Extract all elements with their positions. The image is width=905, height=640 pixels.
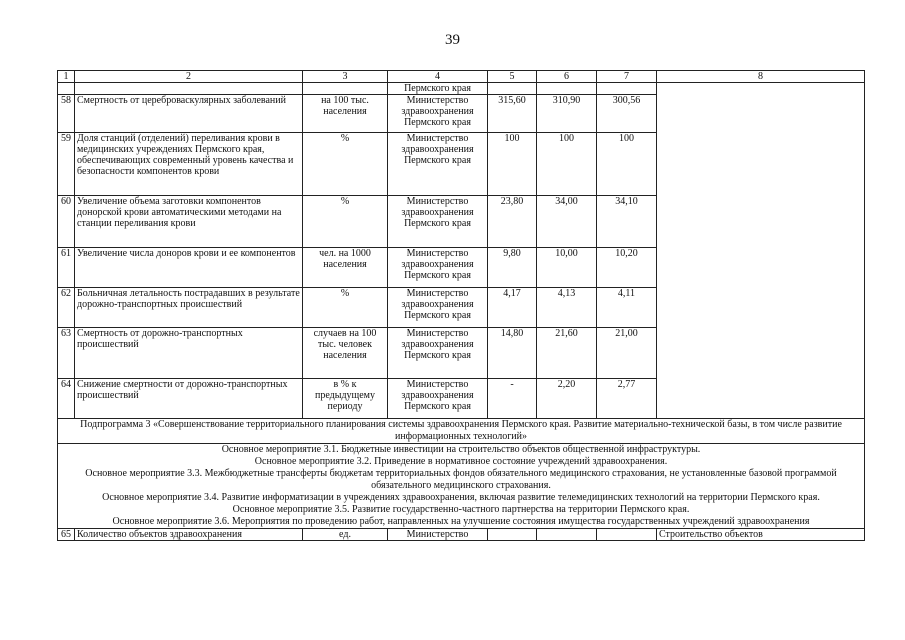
event-item: Основное мероприятие 3.2. Приведение в нормативное состояние учреждений здравоохранения. [254, 456, 668, 467]
value-cell: 14,80 [488, 328, 537, 379]
column-header: 1 [58, 71, 75, 83]
unit-cell: случаев на 100 тыс. человек населения [303, 328, 388, 379]
column-header: 6 [537, 71, 597, 83]
responsible-cell: Министерство здравоохранения Пермского края [388, 196, 488, 248]
subprogram-row [58, 419, 865, 444]
unit-cell: на 100 тыс. населения [303, 95, 388, 133]
value-cell: 4,11 [597, 288, 657, 328]
event-item: Основное мероприятие 3.1. Бюджетные инвестиции на строительство объектов общественной инфраструктуры. [221, 444, 701, 455]
responsible-cell: Министерство здравоохранения Пермского края [388, 248, 488, 288]
column-header: 7 [597, 71, 657, 83]
responsible-cell: Министерство [388, 529, 488, 541]
value-cell: 21,00 [597, 328, 657, 379]
responsible-cell: Министерство здравоохранения Пермского края [388, 95, 488, 133]
indicator-name: Смертность от цереброваскулярных заболеваний [75, 95, 303, 133]
event-item: Основное мероприятие 3.4. Развитие информатизации в учреждениях здравоохранения, включая развитие телемедицинских технологий на территории Пермского края. [102, 492, 820, 503]
unit-cell: чел. на 1000 населения [303, 248, 388, 288]
events-row [58, 444, 865, 529]
value-cell: 2,20 [537, 379, 597, 419]
column-header: 8 [657, 71, 865, 83]
value-cell: 2,77 [597, 379, 657, 419]
row-number: 65 [58, 529, 75, 541]
column-header: 2 [75, 71, 303, 83]
table-row [58, 529, 865, 541]
note-cell: Строительство объектов [657, 529, 865, 541]
row-number: 63 [58, 328, 75, 379]
unit-cell: % [303, 133, 388, 196]
value-cell: 34,00 [537, 196, 597, 248]
value-cell: 4,17 [488, 288, 537, 328]
indicator-name: Больничная летальность пострадавших в результате дорожно-транспортных происшествий [75, 288, 303, 328]
value-cell: 310,90 [537, 95, 597, 133]
events-cell [58, 444, 865, 529]
row-number: 60 [58, 196, 75, 248]
indicators-table [57, 70, 865, 541]
indicator-name: Количество объектов здравоохранения [75, 529, 303, 541]
event-item: Основное мероприятие 3.6. Мероприятия по проведению работ, направленных на улучшение состояния имущества государственных учреждений здравоохранения [112, 516, 810, 527]
value-cell: 10,00 [537, 248, 597, 288]
value-cell: 4,13 [537, 288, 597, 328]
column-header: 4 [388, 71, 488, 83]
row-number: 62 [58, 288, 75, 328]
row-number: 64 [58, 379, 75, 419]
indicator-name: Увеличение объема заготовки компонентов донорской крови автоматическими методами на станции переливания крови [75, 196, 303, 248]
responsible-cell: Пермского края [388, 83, 488, 95]
column-header: 3 [303, 71, 388, 83]
row-number: 59 [58, 133, 75, 196]
unit-cell: % [303, 196, 388, 248]
value-cell: 9,80 [488, 248, 537, 288]
unit-cell: в % к предыдущему периоду [303, 379, 388, 419]
value-cell: 300,56 [597, 95, 657, 133]
subprogram-title: Подпрограмма 3 «Совершенствование территориального планирования системы здравоохранения Пермского края. Развитие материально-технической базы, в том числе развитие информационных технологий» [58, 419, 865, 444]
unit-cell: % [303, 288, 388, 328]
value-cell: 10,20 [597, 248, 657, 288]
page-number: 39 [445, 32, 460, 48]
responsible-cell: Министерство здравоохранения Пермского края [388, 288, 488, 328]
value-cell: 34,10 [597, 196, 657, 248]
indicator-name: Доля станций (отделений) переливания крови в медицинских учреждениях Пермского края, обеспечивающих современный уровень качества и безопасности компонентов крови [75, 133, 303, 196]
responsible-cell: Министерство здравоохранения Пермского края [388, 328, 488, 379]
notes-column-cell [657, 83, 865, 419]
value-cell: 21,60 [537, 328, 597, 379]
value-cell: 23,80 [488, 196, 537, 248]
value-cell: 100 [537, 133, 597, 196]
value-cell: 100 [488, 133, 537, 196]
event-item: Основное мероприятие 3.3. Межбюджетные трансферты бюджетам территориальных фондов обязательного медицинского страхования, не установленные базовой программой обязательного медицинского страхования. [85, 468, 837, 491]
responsible-cell: Министерство здравоохранения Пермского края [388, 133, 488, 196]
carryover-row [58, 83, 865, 95]
indicator-name: Снижение смертности от дорожно-транспортных происшествий [75, 379, 303, 419]
value-cell: 315,60 [488, 95, 537, 133]
row-number: 58 [58, 95, 75, 133]
responsible-cell: Министерство здравоохранения Пермского края [388, 379, 488, 419]
indicator-name: Увеличение числа доноров крови и ее компонентов [75, 248, 303, 288]
value-cell: - [488, 379, 537, 419]
value-cell: 100 [597, 133, 657, 196]
row-number: 61 [58, 248, 75, 288]
unit-cell: ед. [303, 529, 388, 541]
event-item: Основное мероприятие 3.5. Развитие государственно-частного партнерства на территории Пермского края. [232, 504, 690, 515]
column-header: 5 [488, 71, 537, 83]
indicator-name: Смертность от дорожно-транспортных происшествий [75, 328, 303, 379]
column-numbers-row [58, 71, 865, 83]
